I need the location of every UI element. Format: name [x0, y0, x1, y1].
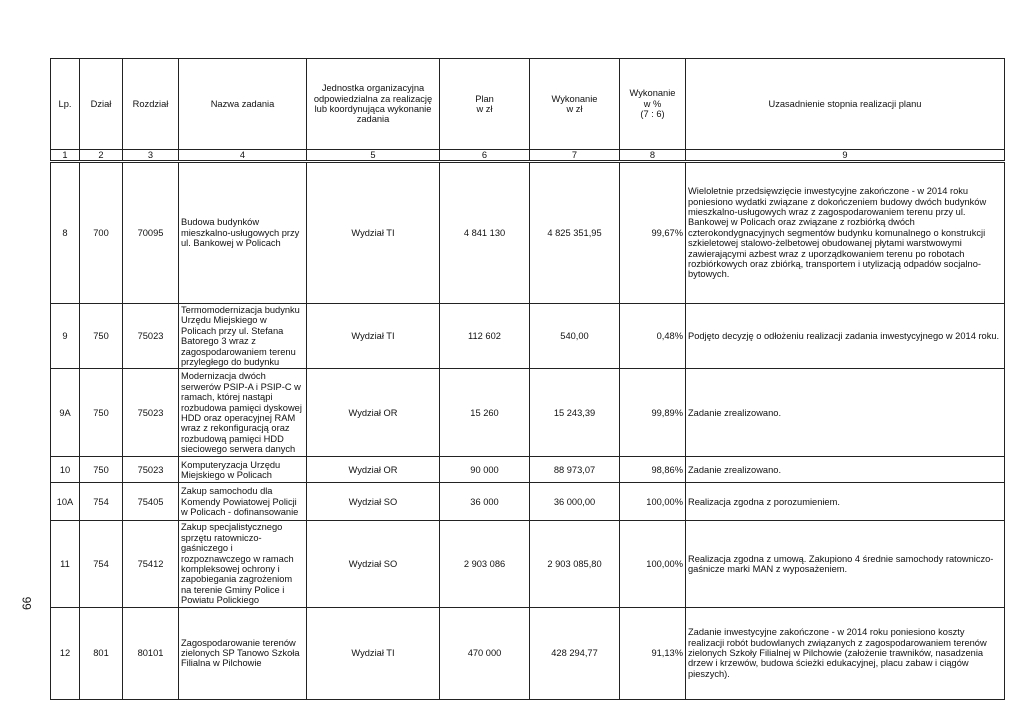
cell-nazwa: Komputeryzacja Urzędu Miejskiego w Policach	[179, 457, 307, 483]
cell-procent: 100,00%	[620, 483, 686, 521]
header-jednostka: Jednostka organizacyjna odpowiedzialna za realizację lub koordynująca wykonanie zadania	[307, 59, 440, 150]
page-number: 66	[20, 596, 34, 610]
cell-lp: 10A	[51, 483, 80, 521]
cell-jednostka: Wydział SO	[307, 521, 440, 607]
cell-wykonanie: 88 973,07	[530, 457, 620, 483]
cell-wykonanie: 36 000,00	[530, 483, 620, 521]
cell-uzasadnienie: Realizacja zgodna z umową. Zakupiono 4 średnie samochody ratowniczo-gaśnicze marki MAN z wyposażeniem.	[686, 521, 1005, 607]
column-number: 8	[620, 150, 686, 162]
column-number: 5	[307, 150, 440, 162]
header-rozdzial: Rozdział	[123, 59, 179, 150]
table-row	[51, 162, 1005, 304]
cell-plan: 2 903 086	[440, 521, 530, 607]
cell-plan: 90 000	[440, 457, 530, 483]
cell-nazwa: Termomodernizacja budynku Urzędu Miejskiego w Policach przy ul. Stefana Batorego 3 wraz z zagospodarowaniem terenu przyległego do budynku	[179, 304, 307, 369]
cell-jednostka: Wydział OR	[307, 369, 440, 457]
cell-wykonanie: 4 825 351,95	[530, 162, 620, 304]
cell-procent: 91,13%	[620, 607, 686, 699]
column-number: 4	[179, 150, 307, 162]
cell-procent: 99,67%	[620, 162, 686, 304]
header-dzial: Dział	[80, 59, 123, 150]
cell-procent: 99,89%	[620, 369, 686, 457]
cell-wykonanie: 15 243,39	[530, 369, 620, 457]
cell-lp: 12	[51, 607, 80, 699]
column-number: 3	[123, 150, 179, 162]
cell-lp: 10	[51, 457, 80, 483]
cell-uzasadnienie: Realizacja zgodna z porozumieniem.	[686, 483, 1005, 521]
column-number: 7	[530, 150, 620, 162]
header-wykonanie-procent: Wykonanie w % (7 : 6)	[620, 59, 686, 150]
cell-jednostka: Wydział TI	[307, 607, 440, 699]
cell-nazwa: Zakup samochodu dla Komendy Powiatowej Policji w Policach - dofinansowanie	[179, 483, 307, 521]
cell-plan: 112 602	[440, 304, 530, 369]
cell-nazwa: Modernizacja dwóch serwerów PSIP-A i PSIP-C w ramach, której nastąpi rozbudowa pamięci dyskowej HDD oraz operacyjnej RAM wraz z rekonfiguracją oraz rozbudową pamięci HDD sieciowego serwera danych	[179, 369, 307, 457]
cell-nazwa: Budowa budynków mieszkalno-usługowych przy ul. Bankowej w Policach	[179, 162, 307, 304]
cell-dzial: 750	[80, 369, 123, 457]
cell-dzial: 754	[80, 483, 123, 521]
column-number: 9	[686, 150, 1005, 162]
cell-lp: 11	[51, 521, 80, 607]
investment-report-table	[50, 58, 1005, 700]
cell-rozdzial: 75023	[123, 457, 179, 483]
cell-rozdzial: 75405	[123, 483, 179, 521]
table-row	[51, 607, 1005, 699]
table-row	[51, 457, 1005, 483]
cell-jednostka: Wydział TI	[307, 162, 440, 304]
cell-dzial: 700	[80, 162, 123, 304]
cell-rozdzial: 70095	[123, 162, 179, 304]
cell-uzasadnienie: Zadanie zrealizowano.	[686, 369, 1005, 457]
cell-wykonanie: 540,00	[530, 304, 620, 369]
cell-lp: 9	[51, 304, 80, 369]
cell-jednostka: Wydział OR	[307, 457, 440, 483]
cell-rozdzial: 75412	[123, 521, 179, 607]
cell-dzial: 801	[80, 607, 123, 699]
header-nazwa: Nazwa zadania	[179, 59, 307, 150]
cell-rozdzial: 75023	[123, 304, 179, 369]
table-row	[51, 369, 1005, 457]
cell-dzial: 750	[80, 304, 123, 369]
cell-uzasadnienie: Wieloletnie przedsięwzięcie inwestycyjne zakończone - w 2014 roku poniesiono wydatki związane z dokończeniem budowy dwóch budynków mieszkalno-usługowych wraz z zagospodarowaniem terenu przy ul. Bankowej w Policach oraz związane z rozbiórką dwóch czterokondygnacyjnych segmentów budynku komunalnego o konstrukcji szkieletowej stalowo-żelbetowej obudowanej płytami warstwowymi zawierającymi azbest wraz z uporządkowaniem terenu po robotach rozbiórkowych oraz zbiórką, transportem i utylizacją odpadów socjalno-bytowych.	[686, 162, 1005, 304]
cell-uzasadnienie: Zadanie zrealizowano.	[686, 457, 1005, 483]
cell-lp: 9A	[51, 369, 80, 457]
header-plan: Plan w zł	[440, 59, 530, 150]
cell-dzial: 750	[80, 457, 123, 483]
cell-plan: 470 000	[440, 607, 530, 699]
table-row	[51, 304, 1005, 369]
cell-wykonanie: 428 294,77	[530, 607, 620, 699]
cell-procent: 0,48%	[620, 304, 686, 369]
table-row	[51, 521, 1005, 607]
cell-uzasadnienie: Podjęto decyzję o odłożeniu realizacji zadania inwestycyjnego w 2014 roku.	[686, 304, 1005, 369]
cell-procent: 98,86%	[620, 457, 686, 483]
column-number: 6	[440, 150, 530, 162]
cell-plan: 4 841 130	[440, 162, 530, 304]
cell-plan: 36 000	[440, 483, 530, 521]
cell-jednostka: Wydział SO	[307, 483, 440, 521]
cell-nazwa: Zakup specjalistycznego sprzętu ratowniczo-gaśniczego i rozpoznawczego w ramach kompleksowej ochrony i zapobiegania zagrożeniom na terenie Gminy Police i Powiatu Polickiego	[179, 521, 307, 607]
cell-nazwa: Zagospodarowanie terenów zielonych SP Tanowo Szkoła Filialna w Pilchowie	[179, 607, 307, 699]
cell-procent: 100,00%	[620, 521, 686, 607]
column-number: 2	[80, 150, 123, 162]
cell-plan: 15 260	[440, 369, 530, 457]
header-row	[51, 59, 1005, 150]
cell-rozdzial: 80101	[123, 607, 179, 699]
header-uzasadnienie: Uzasadnienie stopnia realizacji planu	[686, 59, 1005, 150]
cell-jednostka: Wydział TI	[307, 304, 440, 369]
header-lp: Lp.	[51, 59, 80, 150]
cell-lp: 8	[51, 162, 80, 304]
column-number: 1	[51, 150, 80, 162]
cell-uzasadnienie: Zadanie inwestycyjne zakończone - w 2014 roku poniesiono koszty realizacji robót budowlanych związanych z zagospodarowaniem terenów zielonych Szkoły Filialnej w Pilchowie (założenie trawników, nasadzenia drzew i krzewów, budowa ścieżki edukacyjnej, placu zabaw i ciągów pieszych).	[686, 607, 1005, 699]
table-row	[51, 483, 1005, 521]
cell-dzial: 754	[80, 521, 123, 607]
cell-wykonanie: 2 903 085,80	[530, 521, 620, 607]
column-number-row	[51, 150, 1005, 162]
cell-rozdzial: 75023	[123, 369, 179, 457]
header-wykonanie: Wykonanie w zł	[530, 59, 620, 150]
